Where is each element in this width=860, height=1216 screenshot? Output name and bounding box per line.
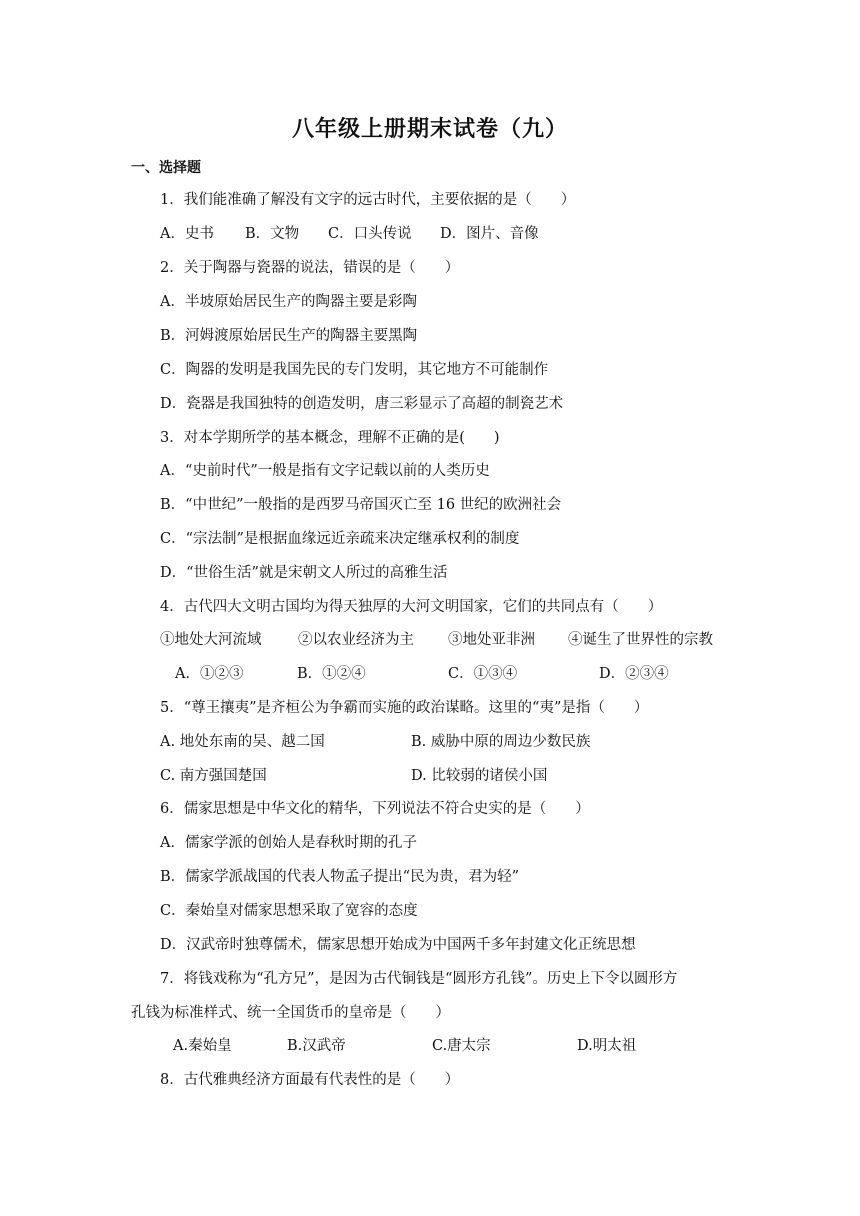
option-b: B. 威胁中原的周边少数民族 [411,734,591,750]
section-heading: 一、选择题 [131,160,201,176]
item-3: ③地处亚非洲 [448,632,535,648]
question-2-option-d: D．瓷器是我国独特的创造发明，唐三彩显示了高超的制瓷艺术 [160,396,564,412]
question-5-stem: 5．“尊王攘夷”是齐桓公为争霸而实施的政治谋略。这里的“夷”是指（ ） [160,700,649,716]
option-b: B．文物 [245,226,300,242]
question-3-stem: 3．对本学期所学的基本概念，理解不正确的是( ) [160,430,500,446]
question-7-stem-line-1: 7．将钱戏称为“孔方兄”，是因为古代铜钱是“圆形方孔钱”。历史上下令以圆形方 [160,971,678,987]
question-4-stem: 4．古代四大文明古国均为得天独厚的大河文明国家，它们的共同点有（ ） [160,599,663,615]
option-a: A．①②③ [175,666,244,682]
option-a: A.秦始皇 [173,1038,232,1054]
option-a: A. 地处东南的吴、越二国 [160,734,325,750]
question-6-stem: 6．儒家思想是中华文化的精华，下列说法不符合史实的是（ ） [160,801,590,817]
question-5-options-row-2 [160,766,720,786]
item-1: ①地处大河流域 [160,632,262,648]
question-2-option-c: C．陶器的发明是我国先民的专门发明，其它地方不可能制作 [160,362,549,378]
option-c: C．口头传说 [328,226,412,242]
option-c: C.唐太宗 [432,1038,491,1054]
question-4-options [175,664,735,684]
option-d: D．②③④ [599,666,669,682]
question-3-option-a: A．“史前时代”一般是指有文字记载以前的人类历史 [160,463,490,479]
question-2-option-b: B．河姆渡原始居民生产的陶器主要黑陶 [160,328,418,344]
question-1-options [160,224,760,244]
question-1-stem: 1．我们能准确了解没有文字的远古时代，主要依据的是（ ） [160,192,576,208]
option-c: C．①③④ [448,666,518,682]
question-8-stem: 8．古代雅典经济方面最有代表性的是（ ） [160,1072,460,1088]
option-b: B.汉武帝 [287,1038,346,1054]
question-4-items [160,630,760,650]
question-3-option-c: C．“宗法制”是根据血缘远近亲疏来决定继承权利的制度 [160,531,520,547]
question-3-option-d: D．“世俗生活”就是宋朝文人所过的高雅生活 [160,565,448,581]
page-title: 八年级上册期末试卷（九） [291,117,568,142]
option-c: C. 南方强国楚国 [160,768,267,784]
item-2: ②以农业经济为主 [298,632,414,648]
option-d: D．图片、音像 [440,226,539,242]
question-3-option-b: B．“中世纪”一般指的是西罗马帝国灭亡至 16 世纪的欧洲社会 [160,497,562,513]
question-7-options [173,1036,693,1056]
question-7-stem-line-2: 孔钱为标准样式、统一全国货币的皇帝是（ ） [131,1005,450,1021]
question-5-options-row-1 [160,732,720,752]
question-2-stem: 2．关于陶器与瓷器的说法，错误的是（ ） [160,260,460,276]
question-6-option-d: D．汉武帝时独尊儒术，儒家思想开始成为中国两千多年封建文化正统思想 [160,937,636,953]
question-6-option-a: A．儒家学派的创始人是春秋时期的孔子 [160,835,417,851]
question-6-option-b: B．儒家学派战国的代表人物孟子提出“民为贵，君为轻” [160,869,519,885]
option-b: B．①②④ [297,666,366,682]
option-a: A．史书 [160,226,214,242]
option-d: D. 比较弱的诸侯小国 [411,768,548,784]
item-4: ④诞生了世界性的宗教 [568,632,713,648]
question-6-option-c: C．秦始皇对儒家思想采取了宽容的态度 [160,903,418,919]
option-d: D.明太祖 [577,1038,637,1054]
question-2-option-a: A．半坡原始居民生产的陶器主要是彩陶 [160,294,417,310]
